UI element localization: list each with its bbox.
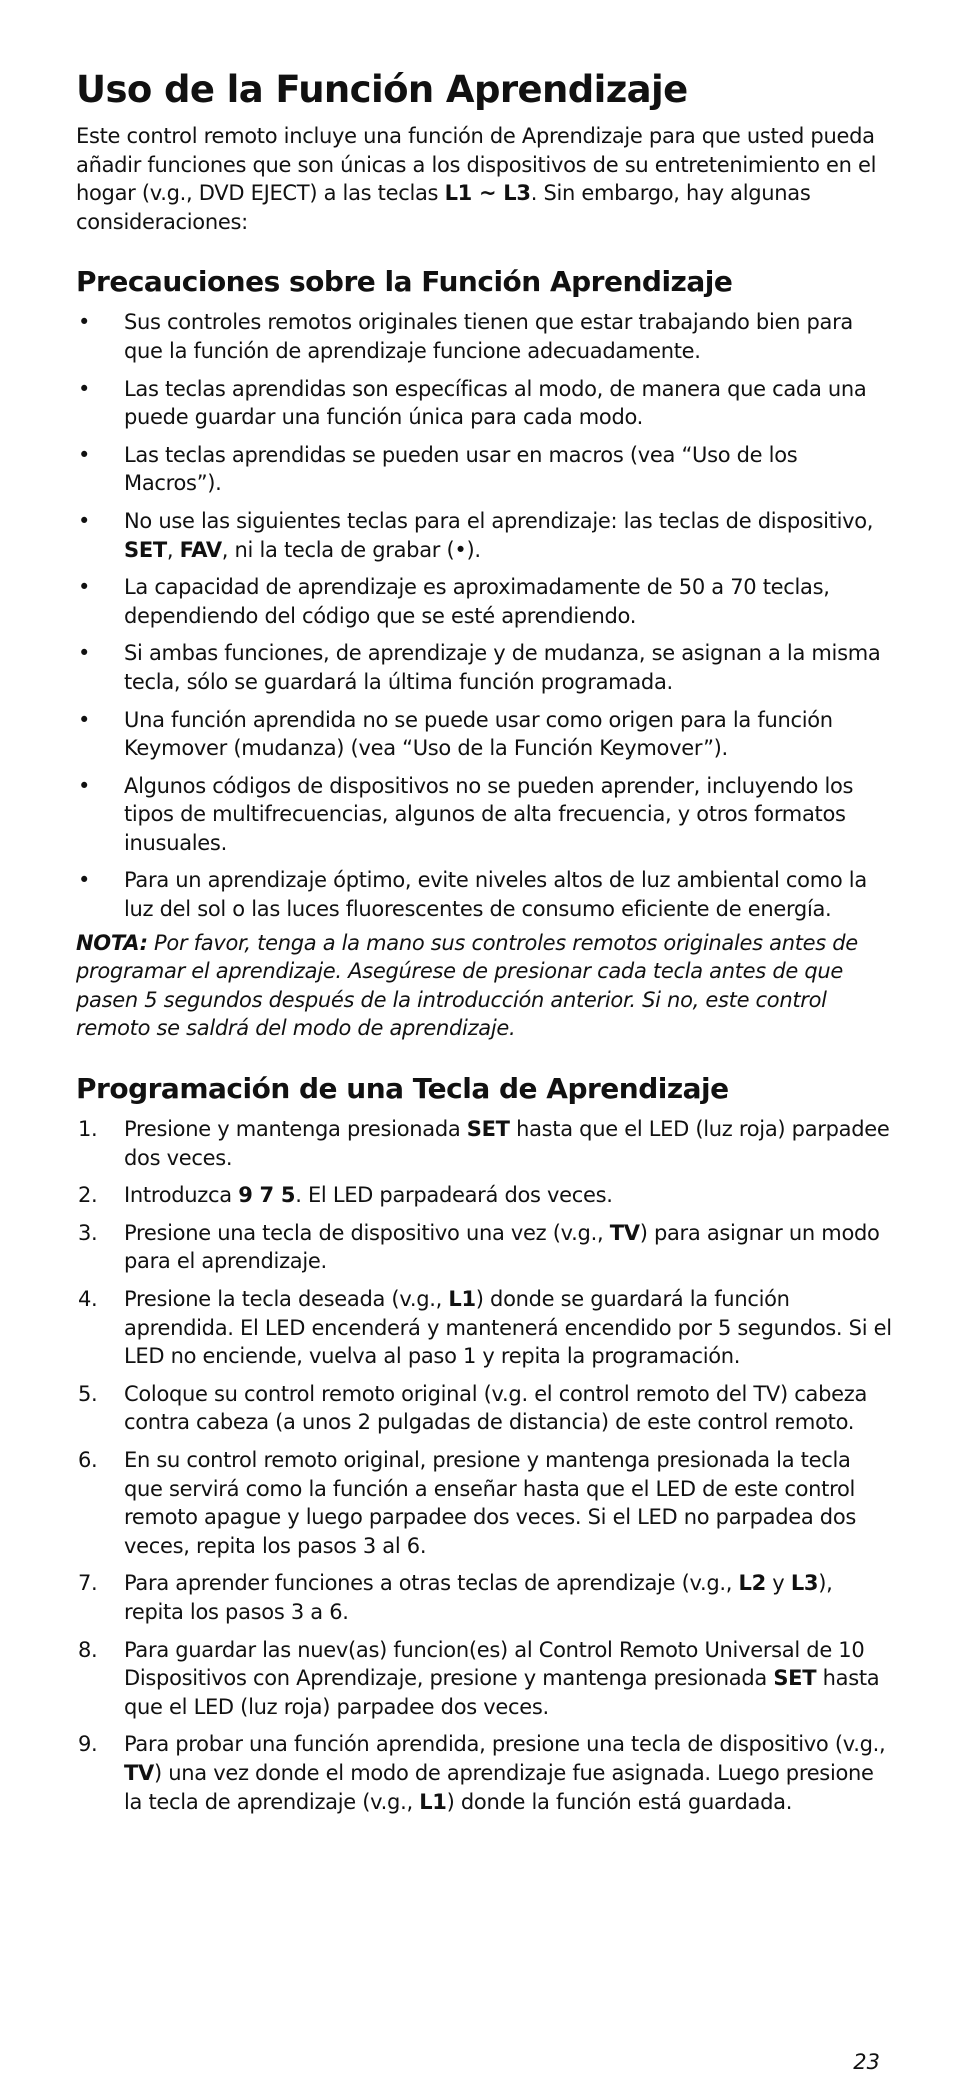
bullet-marker: • xyxy=(78,773,91,798)
key-name: L1 xyxy=(448,1287,476,1311)
item-text: Las teclas aprendidas se pueden usar en macros (vea “Uso de los Macros”). xyxy=(124,442,798,496)
step-item xyxy=(76,1636,892,1722)
key-fav: FAV xyxy=(179,537,222,562)
step-text: Presione una tecla de dispositivo una vez (v.g., xyxy=(124,1220,610,1245)
list-item xyxy=(76,866,892,923)
key-name: TV xyxy=(124,1760,154,1785)
key-name: SET xyxy=(466,1117,510,1142)
step-number: 9. xyxy=(78,1732,98,1757)
item-text: , ni la tecla de grabar (•). xyxy=(221,537,481,562)
step-item xyxy=(76,1569,892,1626)
item-text: Si ambas funciones, de aprendizaje y de mudanza, se asignan a la misma tecla, sólo se guardará la última función programada. xyxy=(124,641,881,694)
programming-heading: Programación de una Tecla de Aprendizaje xyxy=(76,1072,729,1106)
page-number: 23 xyxy=(853,2050,880,2074)
step-text: hasta que el LED (luz roja) parpadee dos veces. xyxy=(124,1117,890,1170)
note-label: NOTA: xyxy=(76,930,148,955)
item-text: Algunos códigos de dispositivos no se pueden aprender, incluyendo los tipos de multifrecuencias, algunos de alta frecuencia, y otros formatos inusuales. xyxy=(124,773,854,855)
step-text: hasta que el LED (luz roja) parpadee dos veces. xyxy=(124,1666,880,1719)
list-item xyxy=(76,507,892,564)
step-text: Presione y mantenga presionada xyxy=(124,1117,467,1142)
step-number: 8. xyxy=(78,1637,98,1662)
step-item xyxy=(76,1380,892,1437)
bullet-marker: • xyxy=(78,707,91,732)
bullet-marker: • xyxy=(78,508,91,533)
step-item xyxy=(76,1219,892,1276)
step-text: En su control remoto original, presione y mantenga presionada la tecla que servirá como la función a enseñar hasta que el LED de este control remoto apague y luego parpadee dos veces. Si el LED no parpadea dos veces, repita los pasos 3 al 6. xyxy=(124,1447,857,1558)
list-item xyxy=(76,308,892,365)
step-text: Coloque su control remoto original (v.g. el control remoto del TV) cabeza contra cabeza (a unos 2 pulgadas de distancia) de este control remoto. xyxy=(124,1381,868,1435)
step-text: ) donde se guardará la función aprendida. El LED encenderá y mantenerá encendido por 5 segundos. Si el LED no enciende, vuelva al paso 1 y repita la programación. xyxy=(124,1287,892,1369)
step-number: 2. xyxy=(78,1183,98,1208)
item-text: La capacidad de aprendizaje es aproximadamente de 50 a 70 teclas, dependiendo del código que se esté aprendiendo. xyxy=(124,575,830,628)
precautions-list xyxy=(76,308,892,923)
key-name: SET xyxy=(773,1666,817,1691)
step-text: ) para asignar un modo para el aprendizaje. xyxy=(124,1220,880,1274)
list-item xyxy=(76,441,892,498)
step-text: . El LED parpadeará dos veces. xyxy=(295,1183,613,1208)
step-text: Presione la tecla deseada (v.g., xyxy=(124,1287,449,1311)
item-text: Para un aprendizaje óptimo, evite niveles altos de luz ambiental como la luz del sol o las luces fluorescentes de consumo eficiente de energía. xyxy=(124,868,867,922)
step-number: 7. xyxy=(78,1571,98,1596)
step-number: 1. xyxy=(78,1117,98,1142)
step-item xyxy=(76,1285,892,1371)
step-text: Introduzca xyxy=(124,1183,239,1208)
item-text: Las teclas aprendidas son específicas al modo, de manera que cada una puede guardar una función única para cada modo. xyxy=(124,376,867,430)
note-text: Por favor, tenga a la mano sus controles remotos originales antes de programar el aprendizaje. Asegúrese de presionar cada tecla antes de que pasen 5 segundos después de la introducción anterior. Si no, este control remoto se saldrá del modo de aprendizaje. xyxy=(76,930,858,1041)
bullet-marker: • xyxy=(78,442,91,467)
item-text: , xyxy=(166,537,180,562)
list-item xyxy=(76,772,892,858)
list-item xyxy=(76,706,892,763)
bullet-marker: • xyxy=(78,641,91,666)
list-item xyxy=(76,639,892,696)
bullet-marker: • xyxy=(78,868,91,893)
step-text: y xyxy=(765,1571,791,1596)
precautions-heading: Precauciones sobre la Función Aprendizaje xyxy=(76,265,733,299)
step-text: Para guardar las nuev(as) funcion(es) al Control Remoto Universal de 10 Dispositivos con Aprendizaje, presione y mantenga presionada xyxy=(124,1637,865,1691)
intro-paragraph xyxy=(76,122,892,236)
step-item xyxy=(76,1446,892,1560)
step-text: Para probar una función aprendida, presione una tecla de dispositivo (v.g., xyxy=(124,1732,886,1757)
intro-text: Este control remoto incluye una función de Aprendizaje para que usted pueda añadir funciones que son únicas a los dispositivos de su entretenimiento en el hogar (v.g., DVD EJECT) a las teclas xyxy=(76,124,877,206)
key-set: SET xyxy=(124,537,167,562)
intro-keys: L1 ~ L3 xyxy=(444,181,531,206)
step-text: ) donde la función está guardada. xyxy=(446,1789,793,1814)
step-text: ) una vez donde el modo de aprendizaje fue asignada. Luego presione la tecla de aprendizaje (v.g., xyxy=(124,1760,874,1814)
item-text: Sus controles remotos originales tienen que estar trabajando bien para que la función de aprendizaje funcione adecuadamente. xyxy=(124,310,853,363)
intro-text-end: . Sin embargo, hay algunas consideraciones: xyxy=(76,181,811,234)
item-text: Una función aprendida no se puede usar como origen para la función Keymover (mudanza) (vea “Uso de la Función Keymover”). xyxy=(124,707,833,761)
key-name: 9 7 5 xyxy=(238,1183,296,1208)
item-text: No use las siguientes teclas para el aprendizaje: las teclas de dispositivo, xyxy=(124,508,874,533)
programming-steps xyxy=(76,1115,892,1816)
step-number: 4. xyxy=(78,1287,98,1311)
key-name: L3 xyxy=(790,1571,819,1596)
step-item xyxy=(76,1115,892,1172)
manual-page xyxy=(76,66,892,1825)
note-paragraph xyxy=(76,929,892,1043)
step-text: Para aprender funciones a otras teclas de aprendizaje (v.g., xyxy=(124,1571,739,1596)
key-name: L2 xyxy=(738,1571,766,1596)
page-title: Uso de la Función Aprendizaje xyxy=(76,68,688,111)
bullet-marker: • xyxy=(78,575,91,600)
step-text: ), repita los pasos 3 a 6. xyxy=(124,1571,833,1624)
list-item xyxy=(76,375,892,432)
key-name: TV xyxy=(609,1220,640,1245)
bullet-marker: • xyxy=(78,376,91,401)
step-number: 3. xyxy=(78,1220,98,1245)
step-item xyxy=(76,1181,892,1210)
step-item xyxy=(76,1730,892,1816)
key-name: L1 xyxy=(419,1789,447,1814)
step-number: 5. xyxy=(78,1381,98,1406)
step-number: 6. xyxy=(78,1447,98,1472)
list-item xyxy=(76,573,892,630)
bullet-marker: • xyxy=(78,310,91,335)
